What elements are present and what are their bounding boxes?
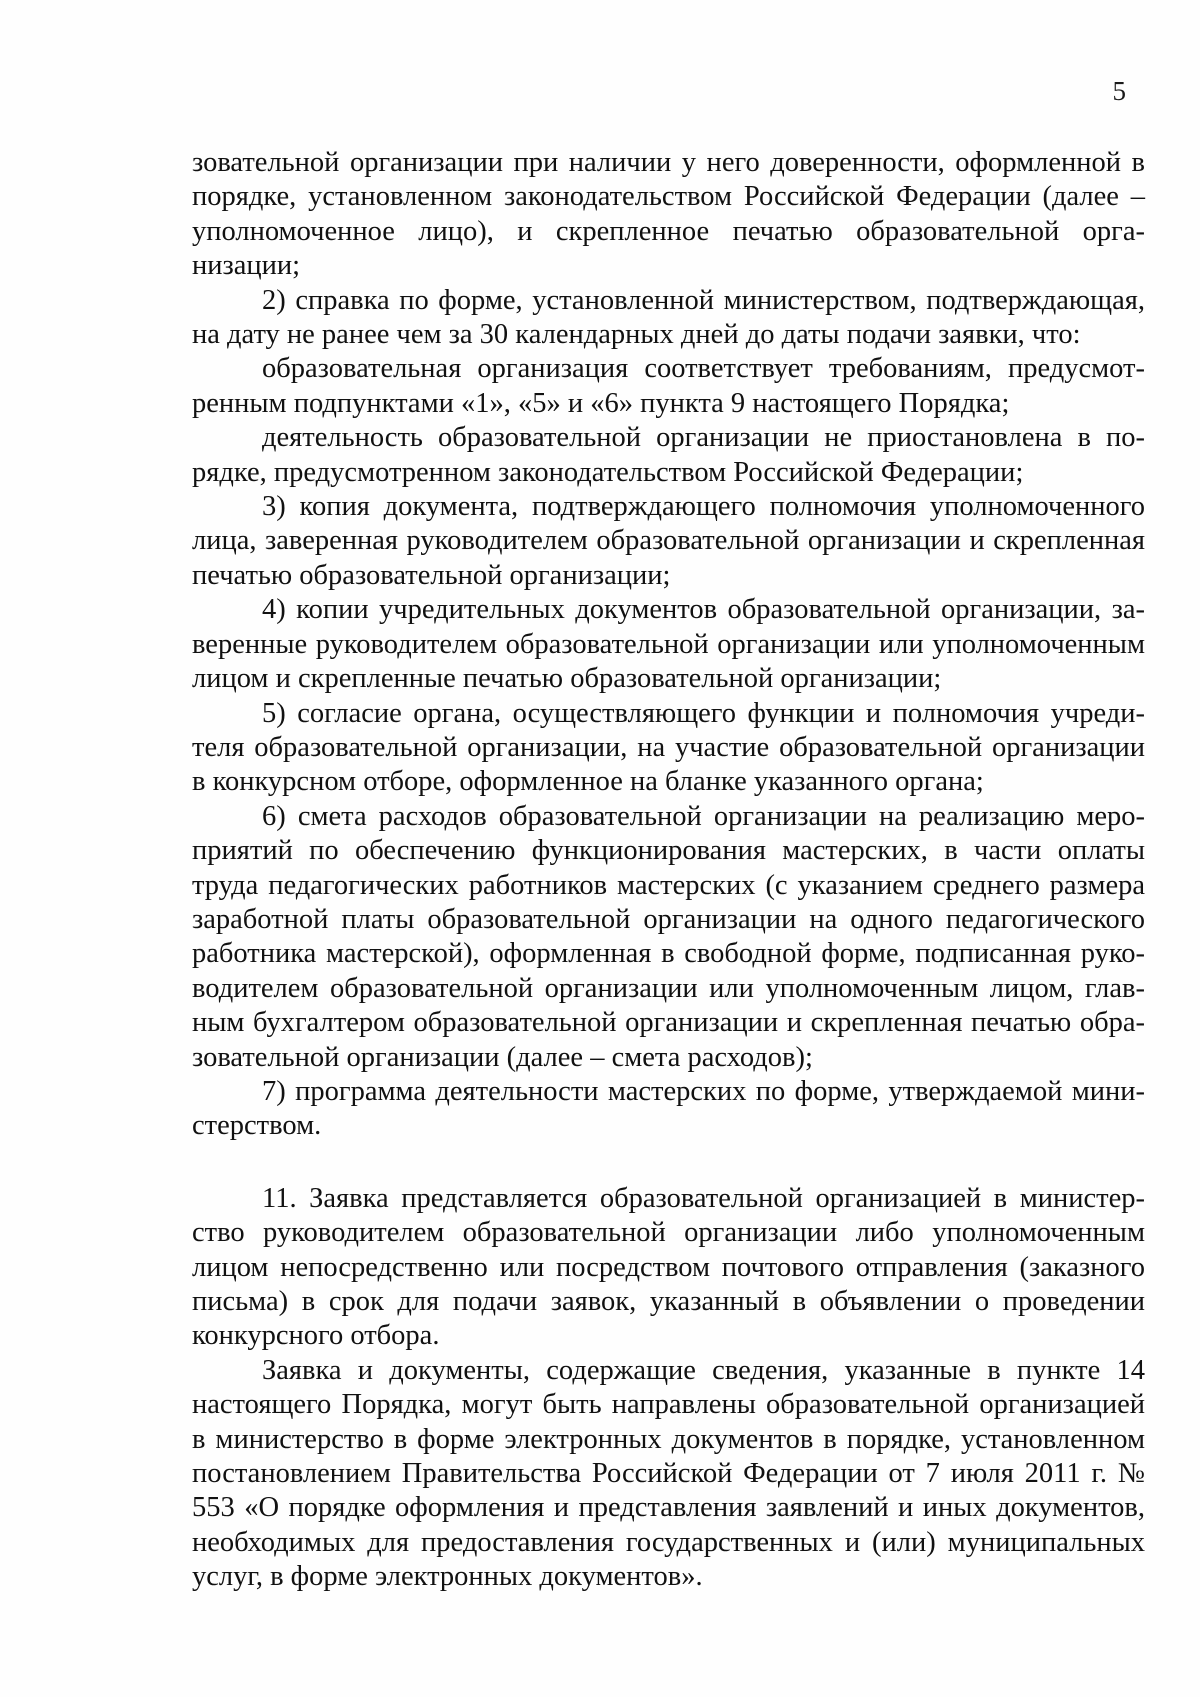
paragraph-section-11: 11. Заявка представляется образовательной организацией в министерство руководителем образовательной организации либо уполномоченным лицом непосредственно или посредством почтового отправления (заказного письма) в срок для подачи заявок, указанный в объявлении о проведении конкурсного отбора. xyxy=(192,1182,1145,1352)
paragraph-item-5: 5) согласие органа, осуществляющего функции и полномочия учредителя образовательной организации, на участие образовательной организации в конкурсном отборе, оформленное на бланке указанного органа; xyxy=(192,697,1145,798)
paragraph-item-2-sub-2: деятельность образовательной организации не приостановлена в порядке, предусмотренном законодательством Российской Федерации; xyxy=(192,422,1145,488)
paragraph-item-2-sub-1: образовательная организация соответствует требованиям, предусмотренным подпунктами «1», «5» и «6» пункта 9 настоящего Порядка; xyxy=(192,353,1145,419)
paragraph-section-11-electronic: Заявка и документы, содержащие сведения, указанные в пункте 14 настоящего Порядка, могут быть направлены образовательной организацией в министерство в форме электронных документов в порядке, установленном постановлением Правительства Российской Федерации от 7 июля 2011 г. № 553 «О порядке оформления и представления заявлений и иных документов, необходимых для предоставления государственных и (или) муниципальных услуг, в форме электронных документов». xyxy=(192,1354,1145,1593)
paragraph-item-2: 2) справка по форме, установленной министерством, подтверждающая, на дату не ранее чем за 30 календарных дней до даты подачи заявки, что: xyxy=(192,284,1145,351)
document-body xyxy=(192,146,1145,1595)
paragraph-item-6: 6) смета расходов образовательной организации на реализацию мероприятий по обеспечению функционирования мастерских, в части оплаты труда педагогических работников мастерских (с указанием среднего размера заработной платы образовательной организации на одного педагогического работника мастерской), оформленная в свободной форме, подписанная руководителем образовательной организации или уполномоченным лицом, главным бухгалтером образовательной организации и скрепленная печатью образовательной организации (далее – смета расходов); xyxy=(192,800,1145,1073)
paragraph-item-3: 3) копия документа, подтверждающего полномочия уполномоченного лица, заверенная руководителем образовательной организации и скрепленная печатью образовательной организации; xyxy=(192,491,1145,591)
paragraph-item-4: 4) копии учредительных документов образовательной организации, заверенные руководителем образовательной организации или уполномоченным лицом и скрепленные печатью образовательной организации; xyxy=(192,594,1145,695)
paragraph-continuation: зовательной организации при наличии у него доверенности, оформленной в порядке, установленном законодательством Российской Федерации (далее – уполномоченное лицо), и скрепленное печатью образовательной организации; xyxy=(192,147,1145,282)
page-number: 5 xyxy=(1112,76,1126,106)
paragraph-item-7: 7) программа деятельности мастерских по форме, утверждаемой министерством. xyxy=(192,1075,1145,1142)
